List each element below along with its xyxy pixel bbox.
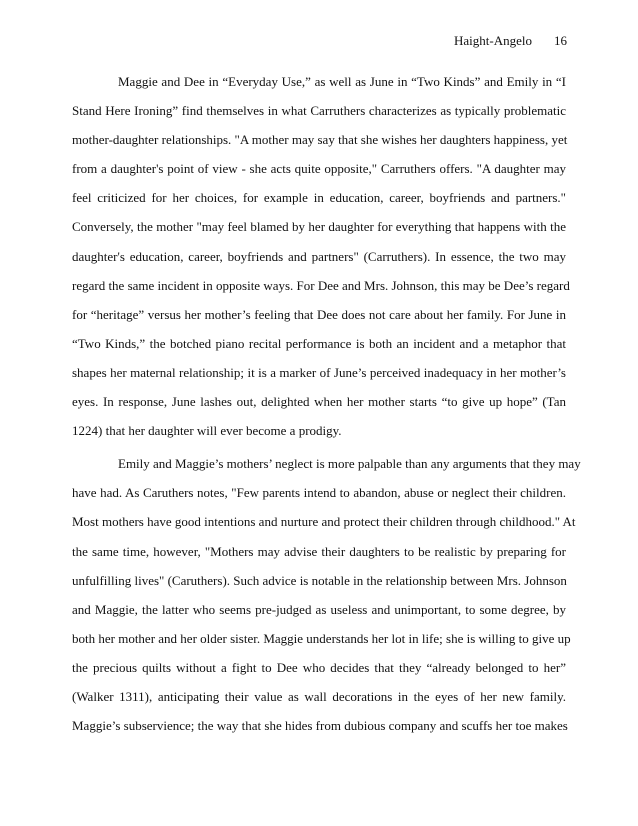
- text-line: Emily and Maggie’s mothers’ neglect is more palpable than any arguments that they may: [118, 456, 581, 472]
- paragraph-2: [72, 449, 581, 740]
- text-line: both her mother and her older sister. Maggie understands her lot in life; she is willing to give up: [72, 630, 571, 646]
- text-line: have had. As Caruthers notes, "Few parents intend to abandon, abuse or neglect their children.: [72, 485, 566, 501]
- text-line: “Two Kinds,” the botched piano recital performance is both an incident and a metaphor that: [72, 335, 566, 351]
- text-line: Maggie and Dee in “Everyday Use,” as well as June in “Two Kinds” and Emily in “I: [118, 74, 566, 89]
- document-body: [72, 67, 581, 740]
- text-line: Most mothers have good intentions and nurture and protect their children through childhood." At: [72, 514, 576, 530]
- text-line: unfulfilling lives" (Caruthers). Such advice is notable in the relationship between Mrs. Johnson: [72, 572, 567, 588]
- page-number: 16: [554, 33, 567, 48]
- paragraph-1: [72, 67, 570, 445]
- header-author: Haight-Angelo: [454, 33, 532, 48]
- text-line: for “heritage” versus her mother’s feeling that Dee does not care about her family. For June in: [72, 306, 566, 322]
- text-line: Stand Here Ironing” find themselves in what Carruthers characterizes as typically problematic: [72, 103, 566, 119]
- running-header: [454, 33, 567, 49]
- text-line: mother-daughter relationships. "A mother may say that she wishes her daughters happiness, yet: [72, 132, 568, 148]
- text-line: from a daughter's point of view - she acts quite opposite," Carruthers offers. "A daughter may: [72, 161, 566, 177]
- text-line: (Walker 1311), anticipating their value as wall decorations in the eyes of her new family.: [72, 688, 566, 704]
- text-line: Conversely, the mother "may feel blamed by her daughter for everything that happens with the: [72, 219, 566, 235]
- text-line: shapes her maternal relationship; it is a marker of June’s perceived inadequacy in her mother’s: [72, 364, 566, 380]
- text-line: daughter's education, career, boyfriends and partners" (Carruthers). In essence, the two may: [72, 248, 566, 264]
- text-line: 1224) that her daughter will ever become a prodigy.: [72, 423, 342, 439]
- text-line: feel criticized for her choices, for example in education, career, boyfriends and partners.": [72, 190, 566, 206]
- text-line: and Maggie, the latter who seems pre-judged as useless and unimportant, to some degree, by: [72, 601, 566, 617]
- text-line: the same time, however, "Mothers may advise their daughters to be realistic by preparing for: [72, 543, 566, 559]
- text-line: the precious quilts without a fight to Dee who decides that they “already belonged to her”: [72, 659, 566, 675]
- text-line: regard the same incident in opposite ways. For Dee and Mrs. Johnson, this may be Dee’s regard: [72, 277, 570, 293]
- text-line: Maggie’s subservience; the way that she hides from dubious company and scuffs her toe makes: [72, 718, 568, 734]
- text-line: eyes. In response, June lashes out, delighted when her mother starts “to give up hope” (Tan: [72, 394, 566, 410]
